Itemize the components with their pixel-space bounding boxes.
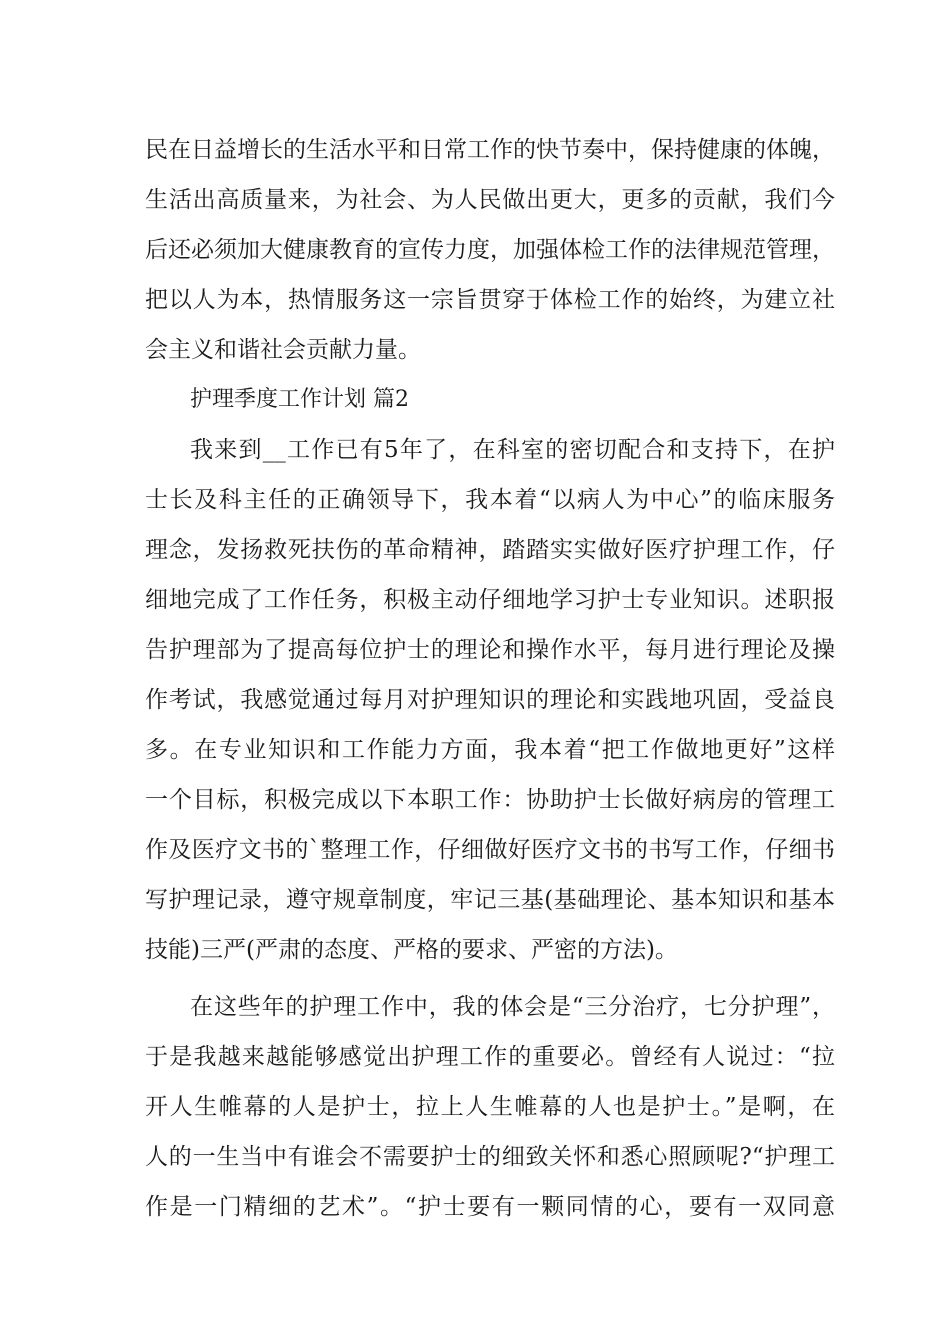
para3-line-3: 开人生帷幕的人是护士，拉上人生帷幕的人也是护士。”是啊，在 xyxy=(145,1094,835,1120)
section-heading: 护理季度工作计划 篇2 xyxy=(190,387,409,412)
para1-line-1: 民在日益增长的生活水平和日常工作的快节奏中，保持健康的体魄， xyxy=(145,137,835,163)
para3-line-2: 于是我越来越能够感觉出护理工作的重要必。曾经有人说过：“拉 xyxy=(145,1044,835,1070)
para2-line-5: 告护理部为了提高每位护士的理论和操作水平，每月进行理论及操 xyxy=(145,637,835,663)
para2-line-2: 士长及科主任的正确领导下，我本着“以病人为中心”的临床服务 xyxy=(145,487,835,513)
para2-line-11: 技能)三严(严肃的态度、严格的要求、严密的方法)。 xyxy=(145,937,678,963)
para2-line-7: 多。在专业知识和工作能力方面，我本着“把工作做地更好”这样 xyxy=(145,737,835,763)
para1-line-5: 会主义和谐社会贡献力量。 xyxy=(145,337,421,363)
para1-line-4: 把以人为本，热情服务这一宗旨贯穿于体检工作的始终，为建立社 xyxy=(145,287,835,313)
para2-line-1: 我来到__工作已有5年了，在科室的密切配合和支持下，在护 xyxy=(190,437,835,463)
para2-line-8: 一个目标，积极完成以下本职工作：协助护士长做好病房的管理工 xyxy=(145,787,835,813)
para1-line-2: 生活出高质量来，为社会、为人民做出更大，更多的贡献，我们今 xyxy=(145,187,835,213)
para3-line-5: 作是一门精细的艺术”。“护士要有一颗同情的心，要有一双同意 xyxy=(145,1194,835,1220)
para2-line-9: 作及医疗文书的`整理工作，仔细做好医疗文书的书写工作，仔细书 xyxy=(145,837,835,863)
para3-line-1: 在这些年的护理工作中，我的体会是“三分治疗，七分护理”， xyxy=(190,994,835,1020)
para1-line-3: 后还必须加大健康教育的宣传力度，加强体检工作的法律规范管理， xyxy=(145,237,835,263)
para2-line-4: 细地完成了工作任务，积极主动仔细地学习护士专业知识。述职报 xyxy=(145,587,835,613)
para3-line-4: 人的一生当中有谁会不需要护士的细致关怀和悉心照顾呢?“护理工 xyxy=(145,1144,835,1170)
para2-line-3: 理念，发扬救死扶伤的革命精神，踏踏实实做好医疗护理工作，仔 xyxy=(145,537,835,563)
para2-line-6: 作考试，我感觉通过每月对护理知识的理论和实践地巩固，受益良 xyxy=(145,687,835,713)
para2-line-10: 写护理记录，遵守规章制度，牢记三基(基础理论、基本知识和基本 xyxy=(145,887,835,913)
